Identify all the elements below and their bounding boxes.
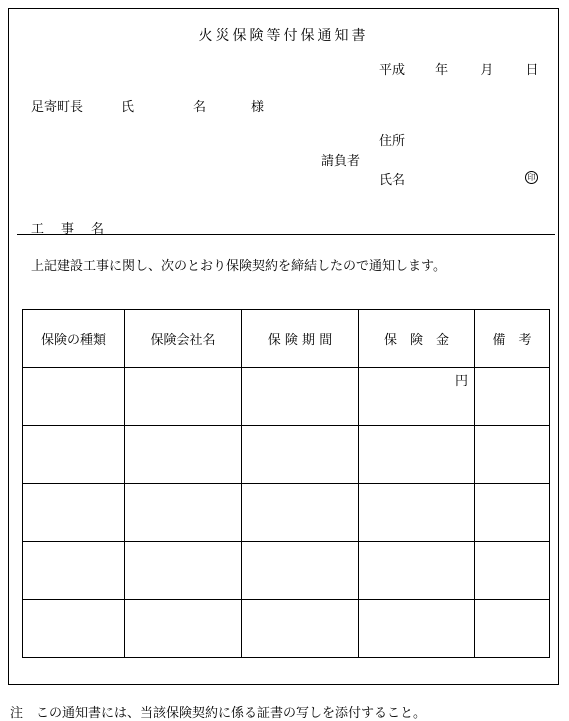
date-day: 日: [525, 63, 539, 78]
statement-text: 上記建設工事に関し、次のとおり保険契約を締結したので通知します。: [31, 259, 446, 274]
addressee-mei: 名: [193, 100, 207, 115]
form-frame: [8, 8, 559, 685]
cell-period[interactable]: [242, 368, 359, 426]
cell-period[interactable]: [242, 542, 359, 600]
cell-period[interactable]: [242, 426, 359, 484]
cell-type[interactable]: [23, 368, 125, 426]
cell-remarks[interactable]: [475, 426, 550, 484]
cell-type[interactable]: [23, 542, 125, 600]
cell-type[interactable]: [23, 484, 125, 542]
cell-period[interactable]: [242, 600, 359, 658]
address-label: 住所: [379, 134, 406, 149]
cell-remarks[interactable]: [475, 542, 550, 600]
table-row: [23, 542, 550, 600]
insurance-table: [22, 309, 550, 658]
cell-company[interactable]: [125, 542, 242, 600]
cell-remarks[interactable]: [475, 368, 550, 426]
date-era: 平成: [379, 63, 406, 78]
cell-company[interactable]: [125, 368, 242, 426]
cell-amount[interactable]: [359, 368, 475, 426]
addressee-office: 足寄町長: [31, 100, 84, 115]
yen-mark: 円: [454, 374, 468, 389]
seal-mark: 印: [525, 171, 538, 184]
header-remarks: 備 考: [475, 310, 550, 368]
cell-type[interactable]: [23, 600, 125, 658]
cell-amount[interactable]: [359, 542, 475, 600]
header-insurance-amount: 保 険 金: [359, 310, 475, 368]
header-insurance-company: 保険会社名: [125, 310, 242, 368]
cell-remarks[interactable]: [475, 484, 550, 542]
project-label: 工 事 名: [31, 222, 107, 237]
cell-amount[interactable]: [359, 600, 475, 658]
cell-period[interactable]: [242, 484, 359, 542]
addressee-shi: 氏: [121, 100, 135, 115]
table-row: [23, 600, 550, 658]
contractor-label: 請負者: [321, 154, 361, 169]
date-month: 月: [480, 63, 494, 78]
date-year: 年: [435, 63, 449, 78]
table-row: [23, 484, 550, 542]
cell-company[interactable]: [125, 484, 242, 542]
table-header-row: [23, 310, 550, 368]
form-title: 火災保険等付保通知書: [198, 28, 369, 44]
cell-remarks[interactable]: [475, 600, 550, 658]
table-row: [23, 426, 550, 484]
cell-amount[interactable]: [359, 426, 475, 484]
seal-icon: [525, 169, 538, 184]
footnote: 注 この通知書には、当該保険契約に係る証書の写しを添付すること。: [10, 706, 427, 721]
table-row: [23, 368, 550, 426]
cell-type[interactable]: [23, 426, 125, 484]
cell-company[interactable]: [125, 426, 242, 484]
addressee-sama: 様: [251, 100, 265, 115]
header-insurance-type: 保険の種類: [23, 310, 125, 368]
date-line: [379, 59, 538, 78]
header-insurance-period: 保 険 期 間: [242, 310, 359, 368]
cell-amount[interactable]: [359, 484, 475, 542]
cell-company[interactable]: [125, 600, 242, 658]
name-label: 氏名: [379, 173, 406, 188]
project-underline: [17, 234, 555, 235]
